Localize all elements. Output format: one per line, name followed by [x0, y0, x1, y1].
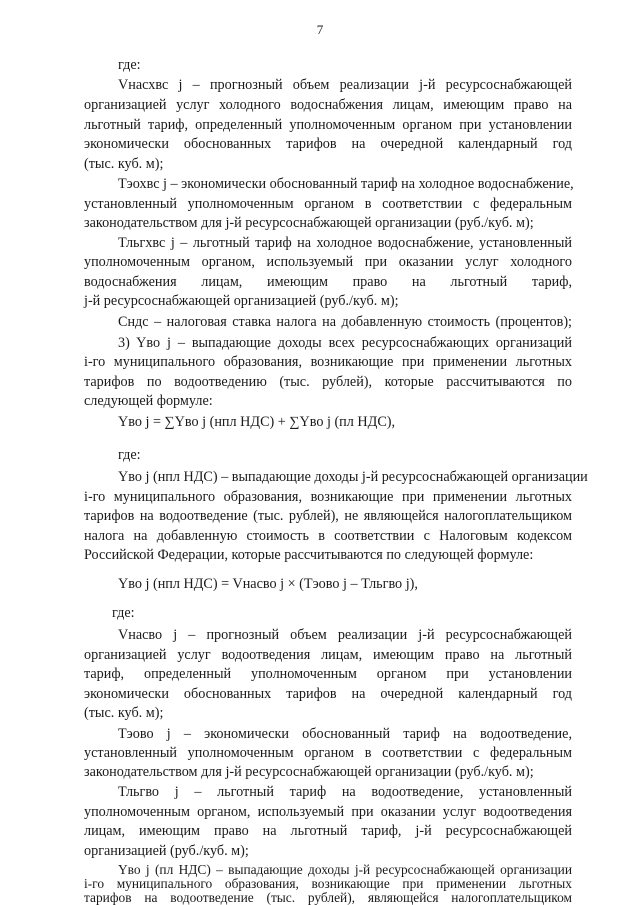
text-line: тарифов по водоотведению (тыс. рублей), которые рассчитываются по	[84, 374, 572, 390]
text-line: где:	[118, 447, 141, 463]
text-line: экономически обоснованных тарифов на очередной календарный год	[84, 686, 572, 702]
text-line: организацией (руб./куб. м);	[84, 843, 249, 859]
text-line: Vнасво j – прогнозный объем реализации j-й ресурсоснабжающей	[118, 627, 572, 643]
text-line: i-го муниципального образования, возникающие при применении льготных	[84, 876, 572, 891]
text-line: (тыс. куб. м);	[84, 705, 164, 721]
text-line: (тыс. куб. м);	[84, 156, 164, 172]
text-line: следующей формуле:	[84, 393, 213, 409]
text-line: уполномоченным органом, используемый при оказании услуг водоотведения	[84, 804, 572, 820]
text-line: организацией услуг холодного водоснабжения лицам, имеющим право на	[84, 97, 572, 113]
text-line: установленный уполномоченным органом в соответствии с федеральным	[84, 745, 572, 761]
text-line: Yво j (нпл НДС) – выпадающие доходы j-й ресурсоснабжающей организации	[118, 469, 588, 485]
text-line: Сндс – налоговая ставка налога на добавленную стоимость (процентов);	[118, 314, 572, 330]
text-line: где:	[118, 57, 141, 73]
text-line: экономически обоснованных тарифов на очередной календарный год	[84, 136, 572, 152]
text-line: организацией услуг водоотведения лицам, имеющим право на льготный	[84, 647, 572, 663]
formula-non-vat-lost-income: Yво j (нпл НДС) = Vнасво j × (Тэово j – Тльгво j),	[118, 576, 418, 592]
text-line: Vнасхвс j – прогнозный объем реализации j-й ресурсоснабжающей	[118, 77, 572, 93]
text-line: где:	[112, 605, 135, 621]
text-line: Тэохвс j – экономически обоснованный тариф на холодное водоснабжение,	[118, 176, 574, 192]
text-line: i-го муниципального образования, возникающие при применении льготных	[84, 489, 572, 505]
text-line: Yво j (пл НДС) – выпадающие доходы j-й ресурсоснабжающей организации	[118, 862, 572, 877]
text-line: Тэово j – экономически обоснованный тариф на водоотведение,	[118, 726, 572, 742]
text-line: тарифов на водоотведение (тыс. рублей), не являющейся налогоплательщиком	[84, 508, 572, 524]
text-line: льготный тариф, определенный уполномоченным органом при установлении	[84, 117, 572, 133]
text-line: тарифов на водоотведение (тыс. рублей), являющейся налогоплательщиком	[84, 890, 572, 905]
text-line: установленный уполномоченным органом в соответствии с федеральным	[84, 196, 572, 212]
text-line: налога на добавленную стоимость в соответствии с Налоговым кодексом	[84, 528, 572, 544]
text-line: водоснабжения лицам, имеющим право на льготный тариф,	[84, 274, 572, 290]
formula-total-lost-income: Yво j = ∑Yво j (нпл НДС) + ∑Yво j (пл НДС),	[118, 414, 396, 430]
text-line: i-го муниципального образования, возникающие при применении льготных	[84, 354, 572, 370]
text-line: Российской Федерации, которые рассчитываются по следующей формуле:	[84, 547, 534, 563]
text-line: Тльгво j – льготный тариф на водоотведение, установленный	[118, 784, 572, 800]
text-line: Тльгхвс j – льготный тариф на холодное водоснабжение, установленный	[118, 235, 572, 251]
text-line: лицам, имеющим право на льготный тариф, j-й ресурсоснабжающей	[84, 823, 572, 839]
text-line: 3) Yво j – выпадающие доходы всех ресурсоснабжающих организаций	[118, 335, 572, 351]
page-number: 7	[316, 22, 324, 37]
text-line: j-й ресурсоснабжающей организацией (руб./куб. м);	[84, 293, 399, 309]
text-line: законодательством для j-й ресурсоснабжающей организации (руб./куб. м);	[84, 215, 534, 231]
text-line: уполномоченным органом, используемый при оказании услуг холодного	[84, 254, 572, 270]
text-line: законодательством для j-й ресурсоснабжающей организации (руб./куб. м);	[84, 764, 534, 780]
text-line: тариф, определенный уполномоченным органом при установлении	[84, 666, 572, 682]
